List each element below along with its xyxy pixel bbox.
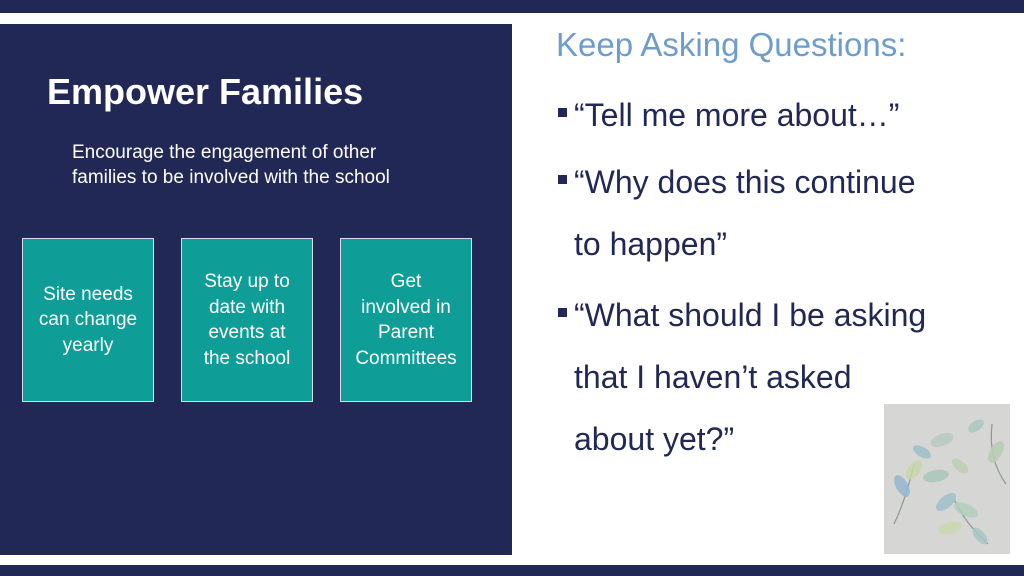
box-line: Committees xyxy=(355,347,457,369)
box-line: Site needs xyxy=(43,283,133,305)
question-item xyxy=(556,151,916,275)
box-line: can change xyxy=(38,309,138,331)
info-box-get-involved xyxy=(340,238,472,402)
question-line: that I haven’t asked xyxy=(574,359,852,395)
question-line: about yet?” xyxy=(574,421,735,457)
question-line: “Why does this continue xyxy=(574,164,916,200)
box-line: Stay up to xyxy=(204,271,290,292)
question-item xyxy=(556,84,899,146)
panel-title: Empower Families xyxy=(47,71,364,112)
leaves-icon xyxy=(884,404,1010,554)
box-line: the school xyxy=(203,347,291,369)
box-line: involved in xyxy=(361,296,451,318)
square-bullet-icon xyxy=(558,308,567,317)
info-box-site-needs xyxy=(22,238,154,402)
box-line: Get xyxy=(390,271,422,292)
questions-heading: Keep Asking Questions: xyxy=(556,26,907,63)
info-box-stay-up-to-date xyxy=(181,238,313,402)
subtitle-line: Encourage the engagement of other xyxy=(72,142,377,163)
subtitle-line: families to be involved with the school xyxy=(72,167,390,188)
box-line: yearly xyxy=(62,334,114,356)
bottom-accent-bar xyxy=(0,565,1024,576)
top-accent-bar xyxy=(0,0,1024,13)
box-line: Parent xyxy=(378,322,434,343)
panel-subtitle xyxy=(72,140,472,190)
question-line: to happen” xyxy=(574,226,728,262)
square-bullet-icon xyxy=(558,108,567,117)
question-line: “What should I be asking xyxy=(574,297,927,333)
box-line: date with xyxy=(208,296,286,318)
question-line: “Tell me more about…” xyxy=(574,97,900,133)
leaves-image xyxy=(884,404,1010,554)
square-bullet-icon xyxy=(558,175,567,184)
box-line: events at xyxy=(208,322,286,343)
question-item xyxy=(556,284,926,470)
